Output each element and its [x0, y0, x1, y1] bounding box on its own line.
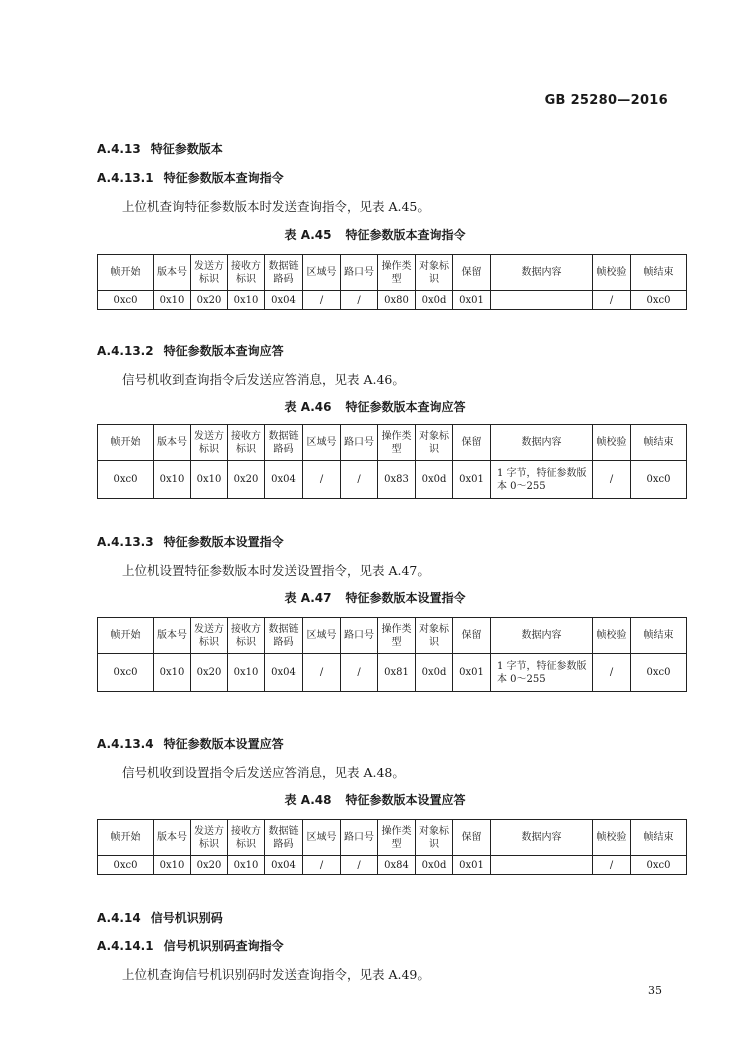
cell-data-link-code: 0x04	[265, 461, 303, 499]
header-cell-reserved: 保留	[453, 255, 491, 291]
cell-frame-check: /	[593, 856, 631, 875]
cell-frame-end: 0xc0	[631, 291, 687, 310]
table-number: 表 A.46	[284, 400, 332, 414]
cell-frame-start: 0xc0	[98, 654, 154, 692]
cell-sender-id: 0x20	[191, 654, 228, 692]
header-cell-receiver-id: 接收方标识	[228, 820, 265, 856]
cell-frame-start: 0xc0	[98, 856, 154, 875]
section-title: 信号机识别码查询指令	[163, 939, 284, 953]
table-header-row	[98, 425, 687, 461]
header-cell-operation-type: 操作类型	[378, 425, 416, 461]
cell-area-number: /	[303, 461, 341, 499]
header-cell-receiver-id: 接收方标识	[228, 618, 265, 654]
table-title: 特征参数版本查询指令	[345, 228, 466, 242]
cell-intersection-number: /	[341, 291, 378, 310]
header-cell-version: 版本号	[154, 820, 191, 856]
section-number: A.4.13.3	[97, 535, 154, 549]
table-row	[98, 461, 687, 499]
cell-operation-type: 0x84	[378, 856, 416, 875]
cell-version: 0x10	[154, 291, 191, 310]
header-cell-frame-check: 帧校验	[593, 618, 631, 654]
table-header-row	[98, 255, 687, 291]
cell-data-content: 1 字节，特征参数版本 0～255	[491, 461, 593, 499]
cell-reserved: 0x01	[453, 654, 491, 692]
header-cell-data-content: 数据内容	[491, 820, 593, 856]
header-cell-frame-end: 帧结束	[631, 618, 687, 654]
cell-intersection-number: /	[341, 856, 378, 875]
data-table	[97, 254, 687, 310]
header-cell-data-link-code: 数据链路码	[265, 618, 303, 654]
subsection-heading	[97, 937, 284, 954]
header-cell-version: 版本号	[154, 618, 191, 654]
cell-frame-end: 0xc0	[631, 654, 687, 692]
cell-receiver-id: 0x10	[228, 291, 265, 310]
table-header-row	[98, 618, 687, 654]
section-title: 信号机识别码	[150, 911, 223, 925]
header-cell-sender-id: 发送方标识	[191, 425, 228, 461]
cell-object-id: 0x0d	[416, 291, 453, 310]
header-cell-object-id: 对象标识	[416, 618, 453, 654]
header-cell-intersection-number: 路口号	[341, 618, 378, 654]
cell-area-number: /	[303, 856, 341, 875]
header-cell-reserved: 保留	[453, 820, 491, 856]
cell-receiver-id: 0x10	[228, 654, 265, 692]
header-cell-frame-check: 帧校验	[593, 820, 631, 856]
table-title: 特征参数版本设置指令	[345, 591, 466, 605]
body-paragraph: 信号机收到查询指令后发送应答消息，见表 A.46。	[122, 372, 405, 387]
table-header-row	[98, 820, 687, 856]
header-cell-data-link-code: 数据链路码	[265, 255, 303, 291]
section-number: A.4.13.1	[97, 171, 154, 185]
table-row	[98, 291, 687, 310]
cell-frame-check: /	[593, 461, 631, 499]
header-cell-area-number: 区域号	[303, 425, 341, 461]
header-cell-operation-type: 操作类型	[378, 618, 416, 654]
subsection-heading	[97, 169, 284, 186]
cell-frame-start: 0xc0	[98, 461, 154, 499]
header-cell-data-link-code: 数据链路码	[265, 820, 303, 856]
cell-area-number: /	[303, 291, 341, 310]
body-paragraph: 信号机收到设置指令后发送应答消息，见表 A.48。	[122, 765, 405, 780]
header-cell-frame-check: 帧校验	[593, 255, 631, 291]
header-cell-sender-id: 发送方标识	[191, 820, 228, 856]
body-paragraph: 上位机查询信号机识别码时发送查询指令，见表 A.49。	[122, 967, 430, 982]
header-cell-intersection-number: 路口号	[341, 255, 378, 291]
cell-data-content	[491, 856, 593, 875]
header-cell-area-number: 区域号	[303, 618, 341, 654]
header-cell-area-number: 区域号	[303, 255, 341, 291]
subsection-heading	[97, 342, 284, 359]
header-cell-frame-end: 帧结束	[631, 255, 687, 291]
cell-frame-check: /	[593, 654, 631, 692]
subsection-heading	[97, 735, 284, 752]
header-cell-frame-start: 帧开始	[98, 255, 154, 291]
cell-receiver-id: 0x10	[228, 856, 265, 875]
cell-area-number: /	[303, 654, 341, 692]
table-caption	[0, 589, 750, 606]
body-paragraph: 上位机查询特征参数版本时发送查询指令，见表 A.45。	[122, 199, 430, 214]
header-cell-version: 版本号	[154, 425, 191, 461]
header-cell-frame-check: 帧校验	[593, 425, 631, 461]
body-paragraph: 上位机设置特征参数版本时发送设置指令，见表 A.47。	[122, 563, 430, 578]
header-cell-data-content: 数据内容	[491, 618, 593, 654]
cell-data-content: 1 字节，特征参数版本 0～255	[491, 654, 593, 692]
cell-version: 0x10	[154, 654, 191, 692]
header-cell-data-link-code: 数据链路码	[265, 425, 303, 461]
cell-object-id: 0x0d	[416, 856, 453, 875]
cell-frame-start: 0xc0	[98, 291, 154, 310]
header-cell-data-content: 数据内容	[491, 255, 593, 291]
header-cell-object-id: 对象标识	[416, 820, 453, 856]
header-cell-intersection-number: 路口号	[341, 425, 378, 461]
section-heading	[97, 140, 223, 157]
cell-data-link-code: 0x04	[265, 654, 303, 692]
header-cell-operation-type: 操作类型	[378, 255, 416, 291]
header-cell-frame-start: 帧开始	[98, 425, 154, 461]
section-heading	[97, 909, 223, 926]
header-cell-receiver-id: 接收方标识	[228, 255, 265, 291]
header-cell-version: 版本号	[154, 255, 191, 291]
cell-frame-check: /	[593, 291, 631, 310]
header-cell-object-id: 对象标识	[416, 255, 453, 291]
section-title: 特征参数版本查询应答	[163, 344, 284, 358]
header-cell-frame-end: 帧结束	[631, 820, 687, 856]
cell-reserved: 0x01	[453, 461, 491, 499]
section-number: A.4.13.4	[97, 737, 154, 751]
subsection-heading	[97, 533, 284, 550]
header-cell-operation-type: 操作类型	[378, 820, 416, 856]
table-row	[98, 654, 687, 692]
header-cell-frame-start: 帧开始	[98, 618, 154, 654]
header-cell-data-content: 数据内容	[491, 425, 593, 461]
cell-version: 0x10	[154, 856, 191, 875]
cell-intersection-number: /	[341, 461, 378, 499]
cell-sender-id: 0x20	[191, 856, 228, 875]
cell-receiver-id: 0x20	[228, 461, 265, 499]
section-number: A.4.13.2	[97, 344, 154, 358]
table-number: 表 A.45	[284, 228, 332, 242]
cell-object-id: 0x0d	[416, 461, 453, 499]
cell-reserved: 0x01	[453, 856, 491, 875]
table-row	[98, 856, 687, 875]
cell-intersection-number: /	[341, 654, 378, 692]
page-number: 35	[648, 984, 662, 997]
section-title: 特征参数版本查询指令	[163, 171, 284, 185]
header-cell-reserved: 保留	[453, 618, 491, 654]
data-table	[97, 819, 687, 875]
table-caption	[0, 398, 750, 415]
header-cell-receiver-id: 接收方标识	[228, 425, 265, 461]
cell-frame-end: 0xc0	[631, 856, 687, 875]
header-cell-sender-id: 发送方标识	[191, 255, 228, 291]
cell-reserved: 0x01	[453, 291, 491, 310]
cell-frame-end: 0xc0	[631, 461, 687, 499]
table-title: 特征参数版本设置应答	[345, 793, 466, 807]
table-number: 表 A.47	[284, 591, 332, 605]
cell-object-id: 0x0d	[416, 654, 453, 692]
section-title: 特征参数版本设置应答	[163, 737, 284, 751]
section-title: 特征参数版本设置指令	[163, 535, 284, 549]
cell-operation-type: 0x83	[378, 461, 416, 499]
cell-data-link-code: 0x04	[265, 291, 303, 310]
cell-operation-type: 0x80	[378, 291, 416, 310]
cell-data-content	[491, 291, 593, 310]
header-cell-reserved: 保留	[453, 425, 491, 461]
header-cell-sender-id: 发送方标识	[191, 618, 228, 654]
cell-data-link-code: 0x04	[265, 856, 303, 875]
cell-sender-id: 0x20	[191, 291, 228, 310]
section-title: 特征参数版本	[150, 142, 223, 156]
table-caption	[0, 791, 750, 808]
document-standard-number: GB 25280—2016	[544, 93, 668, 108]
data-table	[97, 424, 687, 499]
section-number: A.4.13	[97, 142, 141, 156]
header-cell-area-number: 区域号	[303, 820, 341, 856]
section-number: A.4.14	[97, 911, 141, 925]
header-cell-object-id: 对象标识	[416, 425, 453, 461]
section-number: A.4.14.1	[97, 939, 154, 953]
header-cell-frame-start: 帧开始	[98, 820, 154, 856]
cell-sender-id: 0x10	[191, 461, 228, 499]
table-number: 表 A.48	[284, 793, 332, 807]
header-cell-intersection-number: 路口号	[341, 820, 378, 856]
header-cell-frame-end: 帧结束	[631, 425, 687, 461]
cell-version: 0x10	[154, 461, 191, 499]
data-table	[97, 617, 687, 692]
cell-operation-type: 0x81	[378, 654, 416, 692]
table-caption	[0, 226, 750, 243]
table-title: 特征参数版本查询应答	[345, 400, 466, 414]
